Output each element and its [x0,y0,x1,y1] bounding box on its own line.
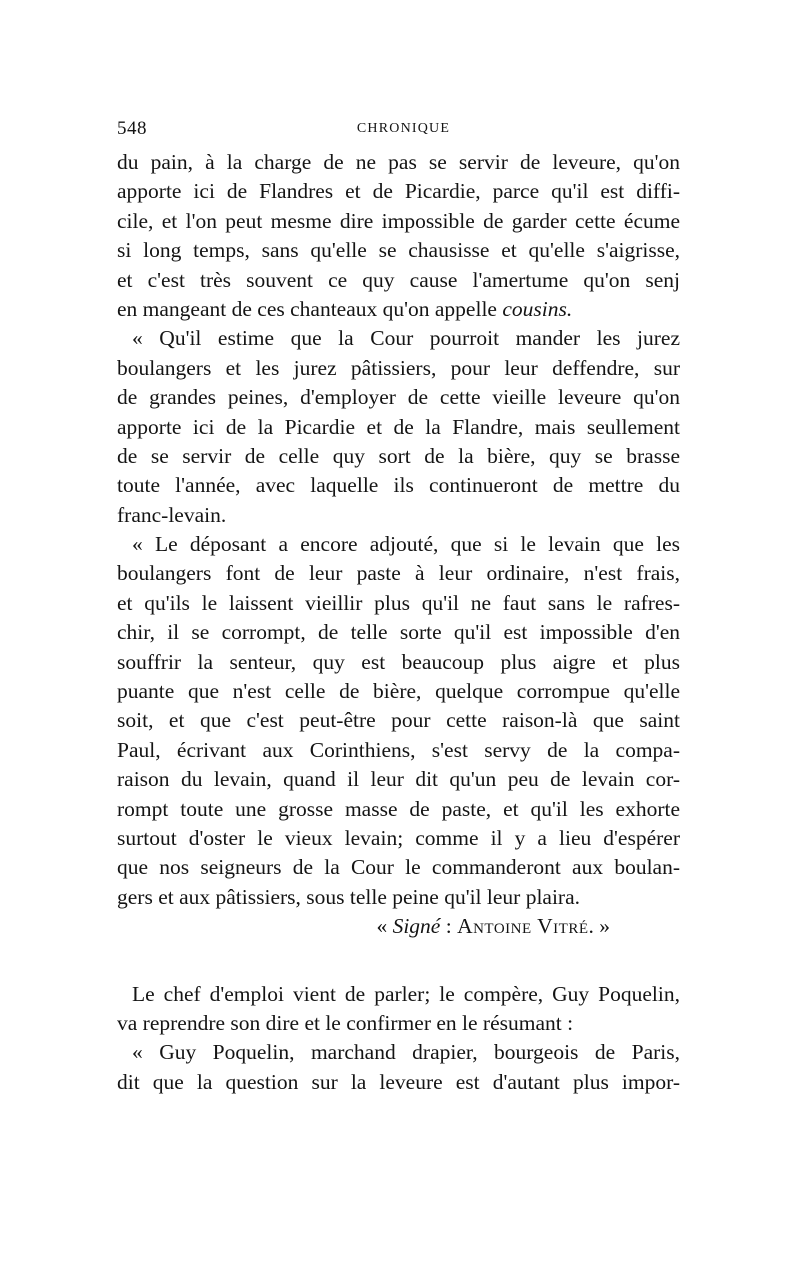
text-line [117,295,680,324]
text-line: et c'est très souvent ce quy cause l'amertume qu'on senj [117,267,680,292]
text-line: « Le déposant a encore adjouté, que si le levain que les [132,532,680,557]
text-line: cile, et l'on peut mesme dire impossible de garder cette écume [117,208,680,233]
paragraph-2 [117,324,680,530]
text-line: dit que la question sur la leveure est d'autant plus impor- [117,1069,680,1094]
text-line: du pain, à la charge de ne pas se servir de leveure, qu'on [117,150,680,174]
signature-line [117,912,680,941]
text-line: apporte ici de Flandres et de Picardie, parce qu'il est diffi- [117,179,680,204]
text-line: surtout d'oster le vieux levain; comme il y a lieu d'espérer [117,825,680,850]
text-line: rompt toute une grosse masse de paste, et qu'il les exhorte [117,796,680,821]
running-head [117,118,680,148]
text-line: Paul, écrivant aux Corinthiens, s'est servy de la compa- [117,737,680,762]
text-line: apporte ici de la Picardie et de la Flandre, mais seullement [117,414,680,439]
text-line: « Guy Poquelin, marchand drapier, bourgeois de Paris, [132,1040,680,1065]
text-line: puante que n'est celle de bière, quelque corrompue qu'elle [117,679,680,704]
section-gap [117,942,680,980]
text-line: si long temps, sans qu'elle se chausisse et qu'elle s'aigrisse, [117,238,680,263]
text-line: gers et aux pâtissiers, sous telle peine qu'il leur plaira. [117,884,581,909]
text-line: et qu'ils le laissent vieillir plus qu'il ne faut sans le rafres- [117,590,680,615]
page-number: 548 [117,118,147,139]
paragraph-5 [117,1038,680,1097]
text-line: va reprendre son dire et le confirmer en le résumant : [117,1010,574,1035]
text-line: « Qu'il estime que la Cour pourroit mander les jurez [132,326,680,351]
text-line: toute l'année, avec laquelle ils continueront de mettre du [117,473,680,498]
text-line: soit, et que c'est peut-être pour cette raison-là que saint [117,708,680,733]
text-line: de grandes peines, d'employer de cette vieille leveure qu'on [117,385,680,410]
running-title: CHRONIQUE [356,121,451,136]
text-line: souffrir la senteur, quy est beaucoup plus aigre et plus [117,649,680,674]
paragraph-3 [117,530,680,912]
text-line: chir, il se corrompt, de telle sorte qu'il est impossible d'en [117,620,680,645]
close-quote: . » [588,914,610,939]
text-fragment: en mangeant de ces chanteaux qu'on appelle [117,296,497,321]
text-line: raison du levain, quand il leur dit qu'un peu de levain cor- [117,767,680,792]
signed-label: Signé [392,914,441,939]
text-line: boulangers font de leur paste à leur ordinaire, n'est frais, [117,561,680,586]
italic-word: cousins. [502,296,573,321]
text-line: que nos seigneurs de la Cour le commanderont aux boulan- [117,855,680,880]
paragraph-4 [117,980,680,1039]
book-page [117,118,680,1097]
signatory-name: Antoine Vitré [457,914,589,939]
body-text [117,148,680,1097]
text-line: de se servir de celle quy sort de la bière, quy se brasse [117,443,680,468]
open-quote: « [376,914,388,939]
text-line: Le chef d'emploi vient de parler; le compère, Guy Poquelin, [132,981,680,1006]
paragraph-1 [117,148,680,324]
colon: : [445,914,452,939]
text-line: franc-levain. [117,502,227,527]
text-line: boulangers et les jurez pâtissiers, pour leur deffendre, sur [117,355,680,380]
